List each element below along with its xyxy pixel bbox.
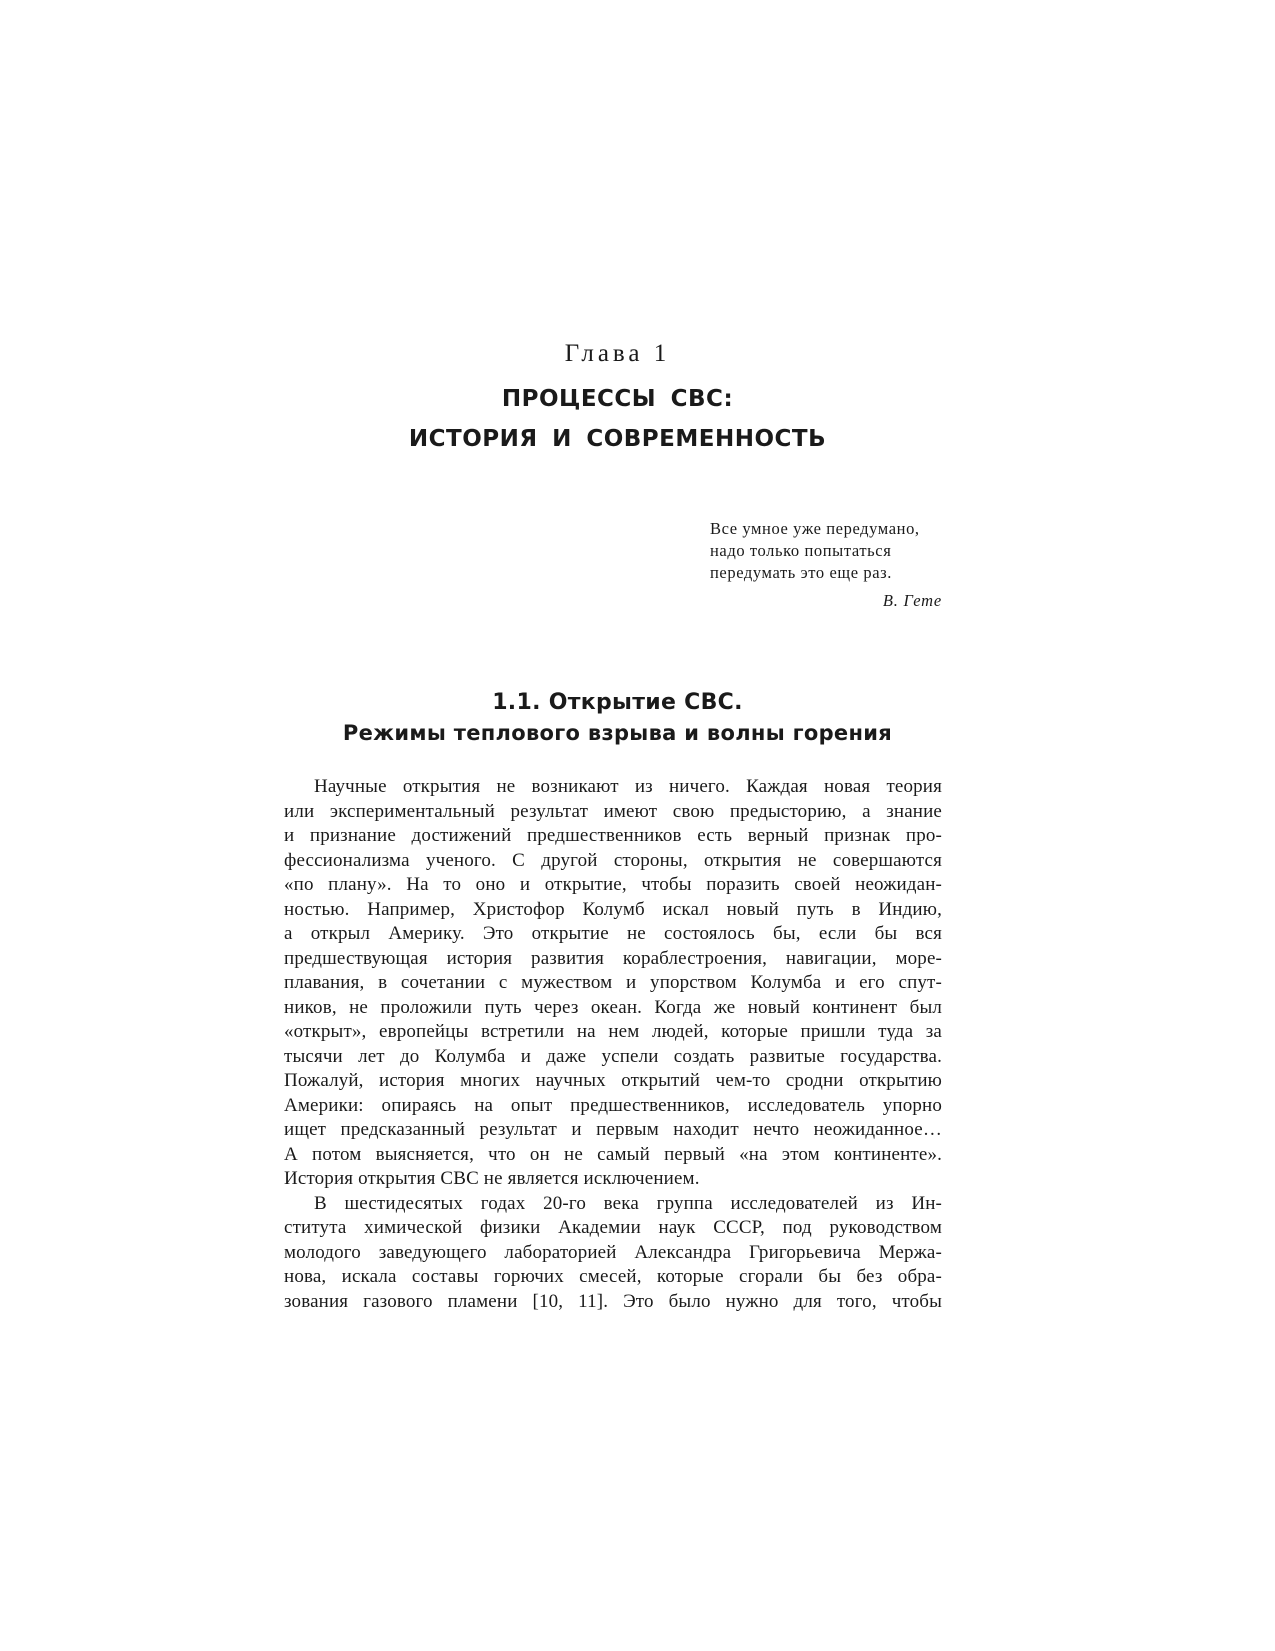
- text-line: или экспериментальный результат имеют свою предысторию, а знание: [284, 800, 942, 822]
- text-line: нова, искала составы горючих смесей, которые сгорали бы без обра-: [284, 1266, 942, 1287]
- text-line: А потом выясняется, что он не самый первый «на этом континенте».: [284, 1143, 942, 1165]
- section-title-line-2: Режимы теплового взрыва и волны горения: [342, 721, 893, 745]
- text-line: «по плану». На то оно и открытие, чтобы поразить своей неожидан-: [284, 874, 942, 895]
- text-line: ностью. Например, Христофор Колумб искал новый путь в Индию,: [284, 898, 942, 920]
- text-line: молодого заведующего лабораторией Александра Григорьевича Мержа-: [284, 1241, 942, 1263]
- text-line: ститута химической физики Академии наук СССР, под руководством: [284, 1217, 942, 1238]
- text-line: тысячи лет до Колумба и даже успели создать развитые государства.: [284, 1045, 942, 1067]
- text-line: фессионализма ученого. С другой стороны, открытия не совершаются: [284, 849, 942, 871]
- section-title-line-1: 1.1. Открытие СВС.: [492, 690, 743, 715]
- body-text: [284, 775, 942, 1314]
- text-line: «открыт», европейцы встретили на нем людей, которые пришли туда за: [284, 1021, 942, 1042]
- text-line: Научные открытия не возникают из ничего. Каждая новая теория: [314, 776, 942, 797]
- text-line: В шестидесятых годах 20-го века группа исследователей из Ин-: [314, 1192, 942, 1214]
- text-line: а открыл Америку. Это открытие не состоялось бы, если бы вся: [284, 923, 942, 944]
- text-line: плавания, в сочетании с мужеством и упорством Колумба и его спут-: [284, 972, 942, 993]
- epigraph-line: надо только попытаться: [710, 541, 892, 560]
- text-line: и признание достижений предшественников есть верный признак про-: [284, 825, 942, 846]
- epigraph-line: передумать это еще раз.: [710, 563, 892, 582]
- chapter-label: Глава 1: [564, 340, 671, 367]
- chapter-title-line-2: ИСТОРИЯ И СОВРЕМЕННОСТЬ: [408, 426, 827, 452]
- epigraph-author: В. Гете: [882, 591, 942, 610]
- text-line: Пожалуй, история многих научных открытий чем-то сродни открытию: [284, 1070, 942, 1091]
- text-line: зования газового пламени [10, 11]. Это было нужно для того, чтобы: [284, 1290, 942, 1312]
- epigraph-line: Все умное уже передумано,: [710, 519, 920, 538]
- text-line: ищет предсказанный результат и первым находит нечто неожиданное…: [284, 1119, 942, 1140]
- text-line: История открытия СВС не является исключением.: [284, 1168, 700, 1189]
- text-line: предшествующая история развития кораблестроения, навигации, море-: [284, 947, 942, 969]
- chapter-title-line-1: ПРОЦЕССЫ СВС:: [501, 386, 734, 412]
- text-line: Америки: опираясь на опыт предшественников, исследователь упорно: [284, 1094, 942, 1116]
- epigraph: [710, 518, 942, 612]
- text-line: ников, не проложили путь через океан. Когда же новый континент был: [284, 996, 942, 1018]
